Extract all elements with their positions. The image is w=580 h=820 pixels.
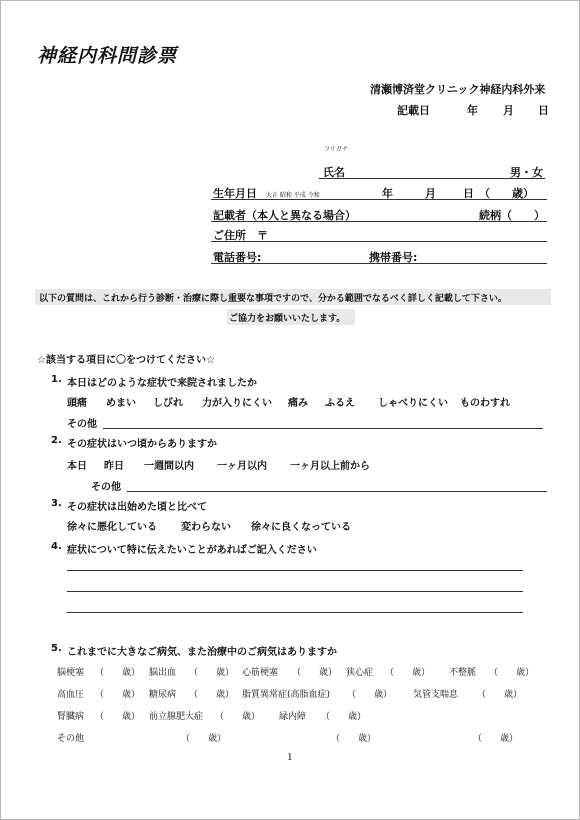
q3-option[interactable]: 徐々に良くなっている [251, 522, 351, 533]
disease-item[interactable]: 心筋梗塞 [242, 668, 279, 678]
disease-item[interactable]: 気管支喘息 [413, 690, 459, 700]
clinic-name: 清瀬博済堂クリニック神経内科外来 [370, 83, 546, 96]
q2-option[interactable]: 本日 [67, 461, 87, 472]
disease-age-field[interactable]: （ 歳） [95, 668, 141, 678]
q2-number: 2. [51, 435, 62, 446]
disease-item[interactable]: 糖尿病 [149, 690, 177, 700]
disease-item[interactable]: 脂質異常症(高脂血症) [242, 690, 331, 700]
birth-label: 生年月日 [213, 187, 257, 200]
q1-option[interactable]: しゃべりにくい [378, 398, 448, 409]
disease-item[interactable]: 不整脈 [449, 668, 477, 678]
q4-line-2[interactable] [67, 591, 523, 592]
disease-item[interactable]: 腎臓病 [57, 712, 85, 722]
disease-age-field[interactable]: （ 歳） [95, 690, 141, 700]
q1-option[interactable]: めまい [106, 398, 136, 409]
disease-age-field[interactable]: （ 歳） [292, 668, 338, 678]
q4-line-3[interactable] [67, 612, 523, 613]
name-line[interactable] [319, 178, 545, 179]
furigana-label: フリガナ [324, 146, 348, 153]
disease-age-field[interactable]: （ 歳） [331, 734, 377, 744]
notice-line-2: ご協力をお願いいたします。 [229, 314, 346, 324]
q5-text: これまでに大きなご病気、また治療中のご病気はありますか [67, 647, 337, 658]
disease-item[interactable]: 前立腺肥大症 [149, 712, 204, 722]
page-number: 1 [287, 751, 293, 763]
q5-number: 5. [51, 643, 62, 654]
date-day: 日 [538, 104, 549, 117]
q1-other-label: その他 [67, 419, 97, 430]
mobile-label: 携帯番号: [369, 251, 418, 264]
birth-line[interactable] [211, 199, 547, 200]
q1-option[interactable]: 痛み [288, 398, 308, 409]
q3-text: その症状は出始めた頃と比べて [67, 502, 207, 513]
disease-age-field[interactable]: （ 歳） [347, 690, 393, 700]
date-month: 月 [503, 104, 514, 117]
q1-option[interactable]: 力が入りにくい [202, 398, 272, 409]
q1-option[interactable]: 頭痛 [67, 398, 87, 409]
q2-option[interactable]: 一ヶ月以内 [217, 461, 267, 472]
relation-field[interactable]: 続柄（ ） [479, 209, 545, 222]
name-label: 氏名 [323, 166, 345, 179]
disease-item[interactable]: 狭心症 [346, 668, 374, 678]
q4-number: 4. [51, 541, 62, 552]
birth-day: 日 [463, 187, 474, 200]
postal-mark: 〒 [257, 229, 268, 242]
tel-label: 電話番号: [213, 251, 262, 264]
address-line[interactable] [211, 241, 547, 242]
q2-option[interactable]: 一週間以内 [144, 461, 194, 472]
disease-item[interactable]: 脳梗塞 [57, 668, 85, 678]
q3-number: 3. [51, 498, 62, 509]
disease-age-field[interactable]: （ 歳） [385, 668, 431, 678]
q1-option[interactable]: ものわすれ [460, 398, 510, 409]
disease-age-field[interactable]: （ 歳） [189, 690, 235, 700]
birth-month: 月 [425, 187, 436, 200]
q3-option[interactable]: 変わらない [181, 522, 231, 533]
disease-age-field[interactable]: （ 歳） [215, 712, 261, 722]
q3-option[interactable]: 徐々に悪化している [67, 522, 157, 533]
q1-number: 1. [51, 374, 62, 385]
disease-age-field[interactable]: （ 歳） [95, 712, 141, 722]
disease-age-field[interactable]: （ 歳） [181, 734, 227, 744]
disease-item[interactable]: 脳出血 [149, 668, 177, 678]
address-label: ご住所 [213, 229, 246, 242]
disease-age-field[interactable]: （ 歳） [489, 668, 535, 678]
q1-other-line[interactable] [103, 428, 543, 429]
q2-other-line[interactable] [127, 491, 547, 492]
birth-year: 年 [382, 187, 393, 200]
disease-item[interactable]: 高血圧 [57, 690, 85, 700]
disease-item[interactable]: 緑内障 [279, 712, 307, 722]
q2-option[interactable]: 一ヶ月以上前から [290, 461, 370, 472]
q2-text: その症状はいつ頃からありますか [67, 439, 217, 450]
q1-option[interactable]: ふるえ [325, 398, 355, 409]
notice-line-1: 以下の質問は、これから行う診断・治療に際し重要な事項ですので、分かる範囲でなるべく詳しく記載して下さい。 [39, 294, 507, 304]
date-year: 年 [467, 104, 478, 117]
q4-text: 症状について特に伝えたいことがあればご記入ください [67, 545, 317, 556]
age-field[interactable]: （ 歳） [479, 187, 534, 200]
disease-age-field[interactable]: （ 歳） [477, 690, 523, 700]
instruction: ☆該当する項目に〇をつけてください☆ [37, 355, 215, 366]
writer-label: 記載者（本人と異なる場合） [213, 209, 356, 222]
page-title: 神経内科問診票 [37, 45, 178, 67]
disease-age-field[interactable]: （ 歳） [473, 734, 519, 744]
era-options[interactable]: 大正 昭和 平成 令和 [266, 192, 320, 199]
sex-options[interactable]: 男・女 [510, 166, 543, 179]
disease-age-field[interactable]: （ 歳） [189, 668, 235, 678]
disease-age-field[interactable]: （ 歳） [321, 712, 367, 722]
q2-option[interactable]: 昨日 [104, 461, 124, 472]
q2-other-label: その他 [91, 482, 121, 493]
writer-line[interactable] [211, 221, 547, 222]
phone-line[interactable] [211, 263, 547, 264]
date-label: 記載日 [397, 104, 430, 117]
q4-line-1[interactable] [67, 570, 523, 571]
q1-text: 本日はどのような症状で来院されましたか [67, 378, 257, 389]
q1-option[interactable]: しびれ [153, 398, 183, 409]
disease-other-label: その他 [57, 734, 85, 744]
